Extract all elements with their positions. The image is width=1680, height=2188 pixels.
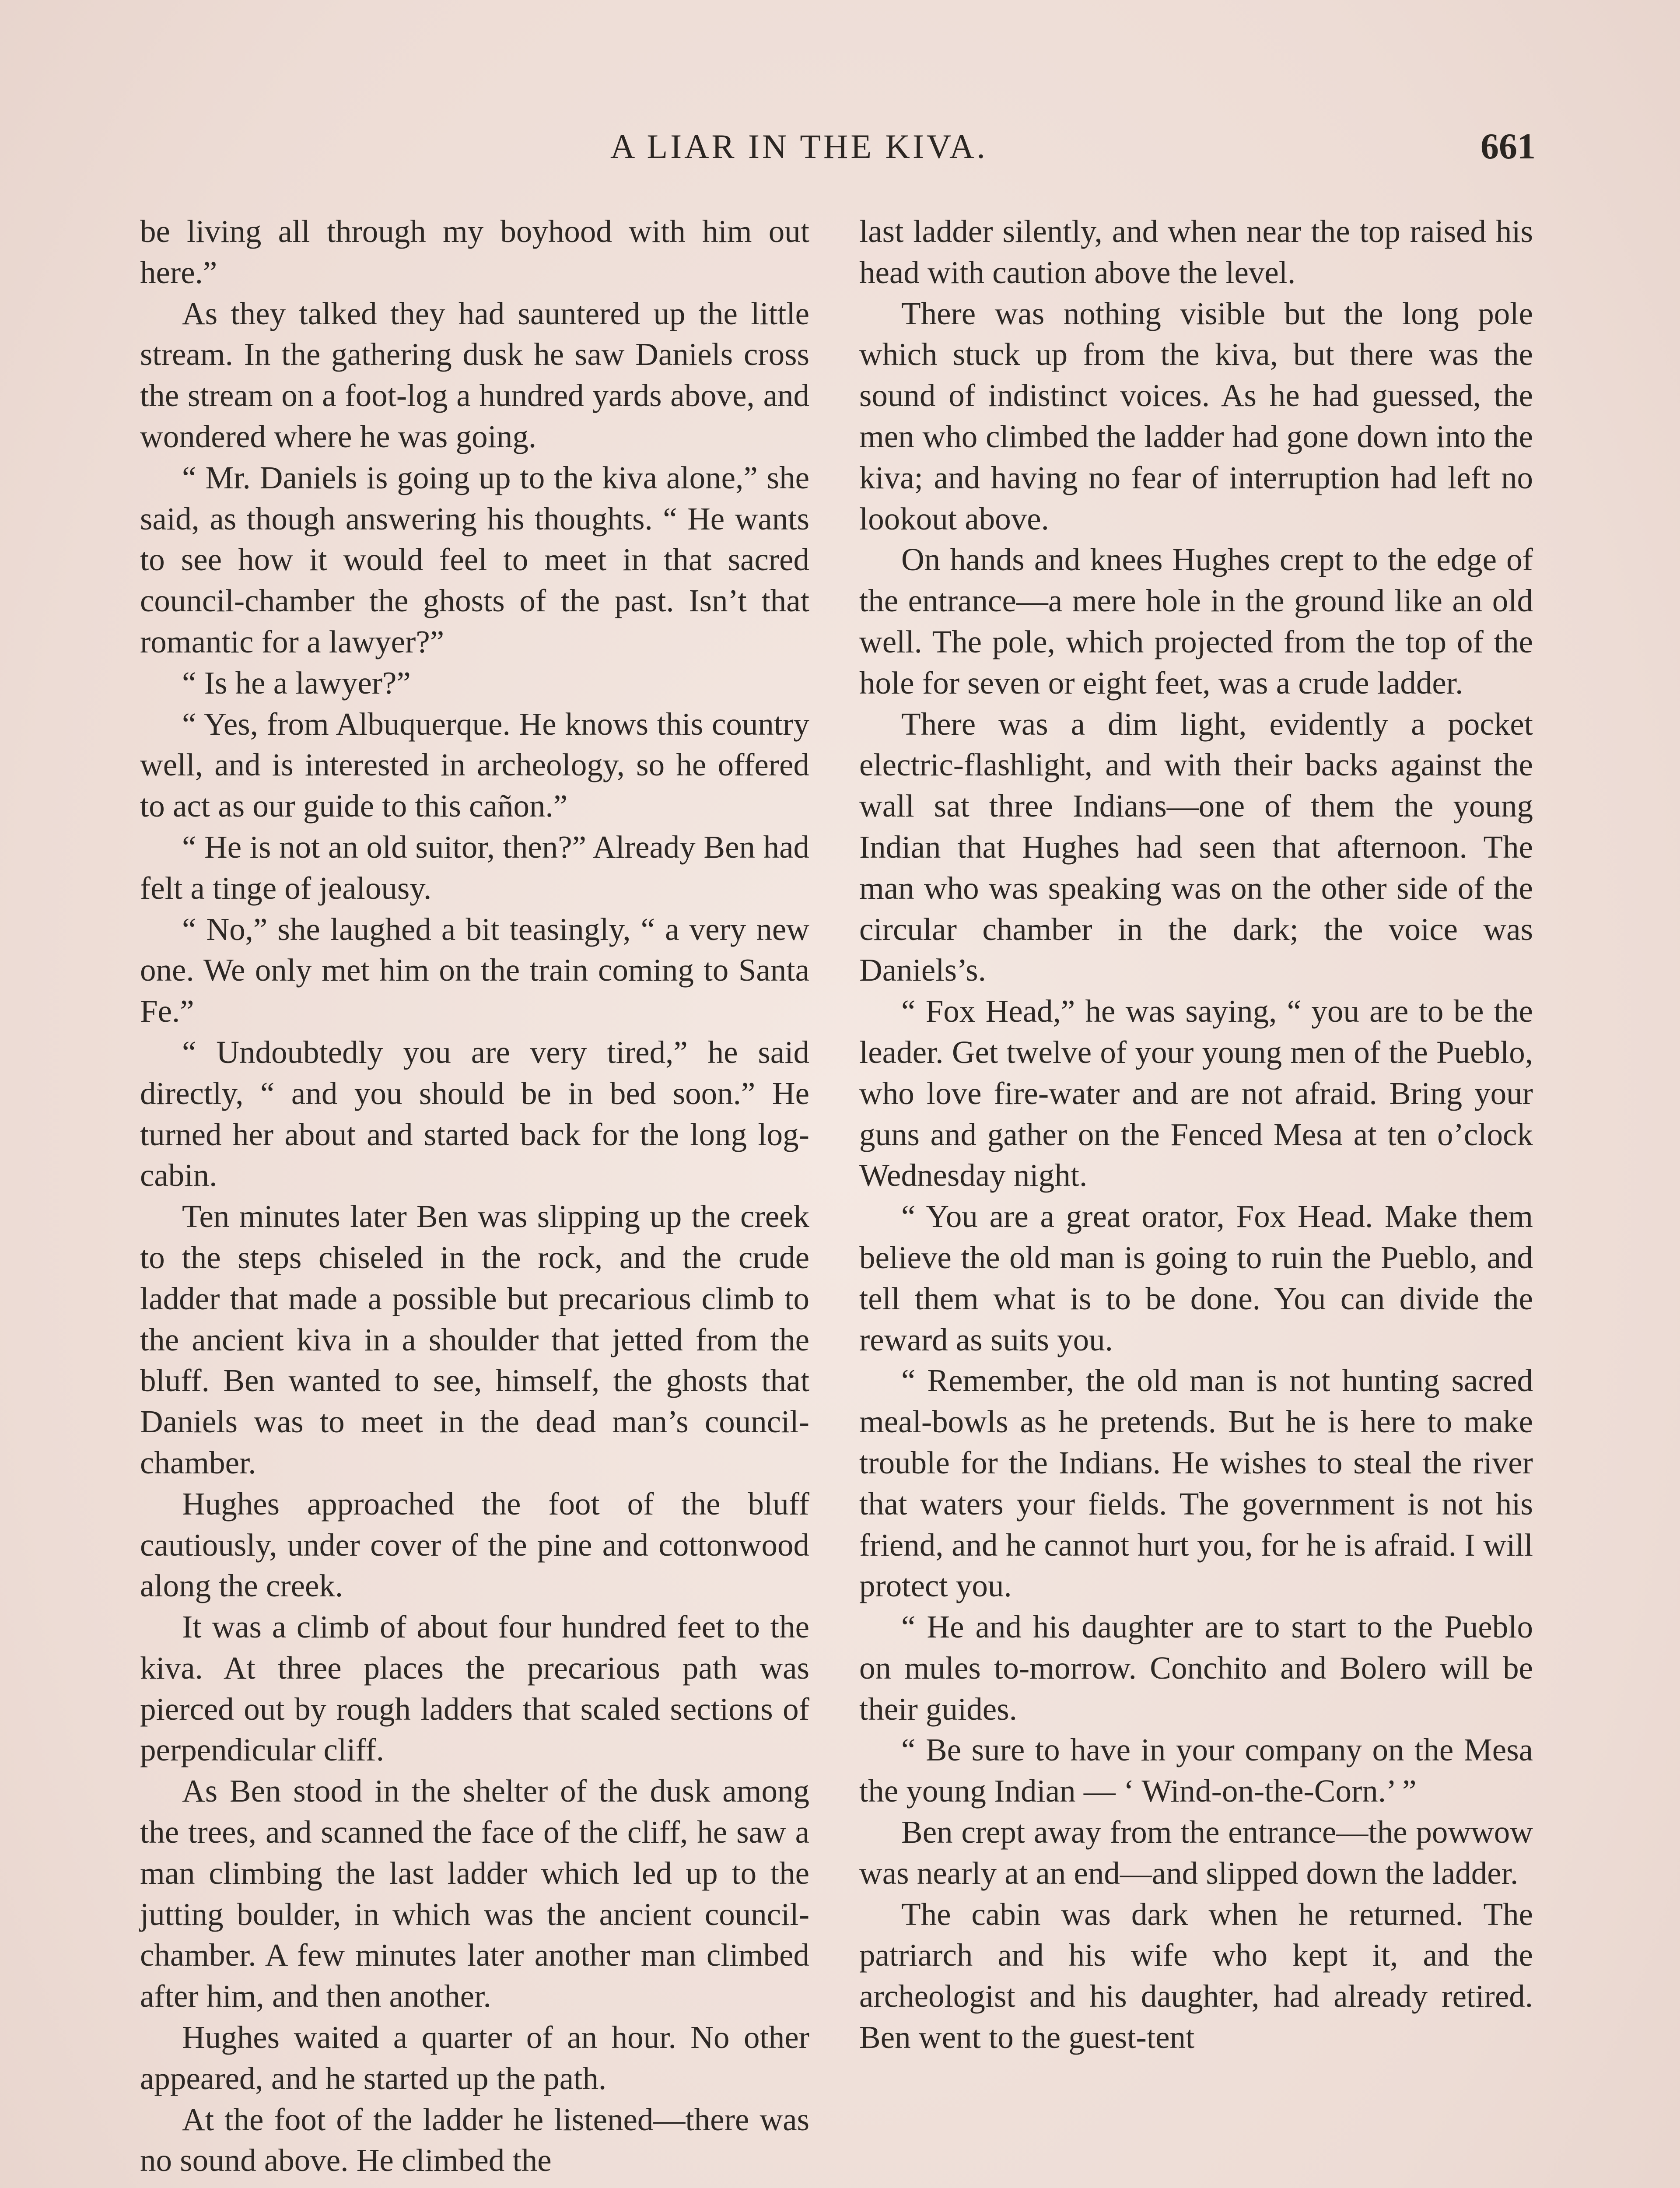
paragraph: be living all through my boyhood with him out here.” [140, 214, 809, 290]
running-title: A LIAR IN THE KIVA. [610, 127, 988, 165]
paragraph: “ He and his daughter are to start to the Pueblo on mules to-morrow. Conchito and Bolero will be their guides. [859, 1609, 1533, 1727]
paragraph: As they talked they had sauntered up the little stream. In the gathering dusk he saw Daniels cross the stream on a foot-log a hundred yards above, and wondered where he was going. [140, 295, 809, 454]
paragraph: “ He is not an old suitor, then?” Already Ben had felt a tinge of jealousy. [140, 829, 809, 906]
paragraph: There was a dim light, evidently a pocket electric-flashlight, and with their backs against the wall sat three Indians—one of them the young Indian that Hughes had seen that afternoon. The man who was speaking was on the other side of the circular chamber in the dark; the voice was Daniels’s. [859, 706, 1533, 988]
paragraph: “ No,” she laughed a bit teasingly, “ a very new one. We only met him on the train coming to Santa Fe.” [140, 911, 809, 1029]
page-header [0, 127, 1680, 175]
paragraph: “ Remember, the old man is not hunting sacred meal-bowls as he pretends. But he is here to make trouble for the Indians. He wishes to steal the river that waters your fields. The government is not his friend, and he cannot hurt you, for he is afraid. I will protect you. [859, 1363, 1533, 1604]
paragraph: Ten minutes later Ben was slipping up the creek to the steps chiseled in the rock, and the crude ladder that made a possible but precarious climb to the ancient kiva in a shoulder that jetted from the bluff. Ben wanted to see, himself, the ghosts that Daniels was to meet in the dead man’s council-chamber. [140, 1199, 809, 1480]
paragraph: last ladder silently, and when near the top raised his head with caution above the level. [859, 214, 1533, 290]
page-number: 661 [1480, 126, 1536, 167]
right-column [859, 211, 1533, 2058]
paragraph: Hughes approached the foot of the bluff cautiously, under cover of the pine and cottonwood along the creek. [140, 1486, 809, 1604]
paragraph: “ Mr. Daniels is going up to the kiva alone,” she said, as though answering his thoughts. “ He wants to see how it would feel to meet in that sacred council-chamber the ghosts of the past. Isn’t that romantic for a lawyer?” [140, 459, 809, 659]
paragraph: Hughes waited a quarter of an hour. No other appeared, and he started up the path. [140, 2020, 809, 2096]
paragraph: It was a climb of about four hundred feet to the kiva. At three places the precarious path was pierced out by rough ladders that scaled sections of perpendicular cliff. [140, 1609, 809, 1768]
paragraph: “ Undoubtedly you are very tired,” he said directly, “ and you should be in bed soon.” He turned her about and started back for the long log-cabin. [140, 1034, 809, 1193]
paragraph: Ben crept away from the entrance—the powwow was nearly at an end—and slipped down the ladder. [859, 1814, 1533, 1891]
paragraph: The cabin was dark when he returned. The patriarch and his wife who kept it, and the archeologist and his daughter, had already retired. Ben went to the guest-tent [859, 1896, 1533, 2055]
left-column [140, 211, 809, 2181]
paragraph: As Ben stood in the shelter of the dusk among the trees, and scanned the face of the cliff, he saw a man climbing the last ladder which led up to the jutting boulder, in which was the ancient council-chamber. A few minutes later another man climbed after him, and then another. [140, 1773, 809, 2014]
paragraph: At the foot of the ladder he listened—there was no sound above. He climbed the [140, 2101, 809, 2178]
paragraph: “ Yes, from Albuquerque. He knows this country well, and is interested in archeology, so he offered to act as our guide to this cañon.” [140, 706, 809, 824]
paragraph: “ Is he a lawyer?” [182, 665, 411, 701]
paragraph: “ You are a great orator, Fox Head. Make them believe the old man is going to ruin the Pueblo, and tell them what is to be done. You can divide the reward as suits you. [859, 1199, 1533, 1357]
paragraph: “ Be sure to have in your company on the Mesa the young Indian — ‘ Wind-on-the-Corn.’ ” [859, 1732, 1533, 1809]
paragraph: There was nothing visible but the long pole which stuck up from the kiva, but there was the sound of indistinct voices. As he had guessed, the men who climbed the ladder had gone down into the kiva; and having no fear of interruption had left no lookout above. [859, 295, 1533, 536]
paragraph: “ Fox Head,” he was saying, “ you are to be the leader. Get twelve of your young men of the Pueblo, who love fire-water and are not afraid. Bring your guns and gather on the Fenced Mesa at ten o’clock Wednesday night. [859, 993, 1533, 1193]
paragraph: On hands and knees Hughes crept to the edge of the entrance—a mere hole in the ground like an old well. The pole, which projected from the top of the hole for seven or eight feet, was a crude ladder. [859, 542, 1533, 701]
